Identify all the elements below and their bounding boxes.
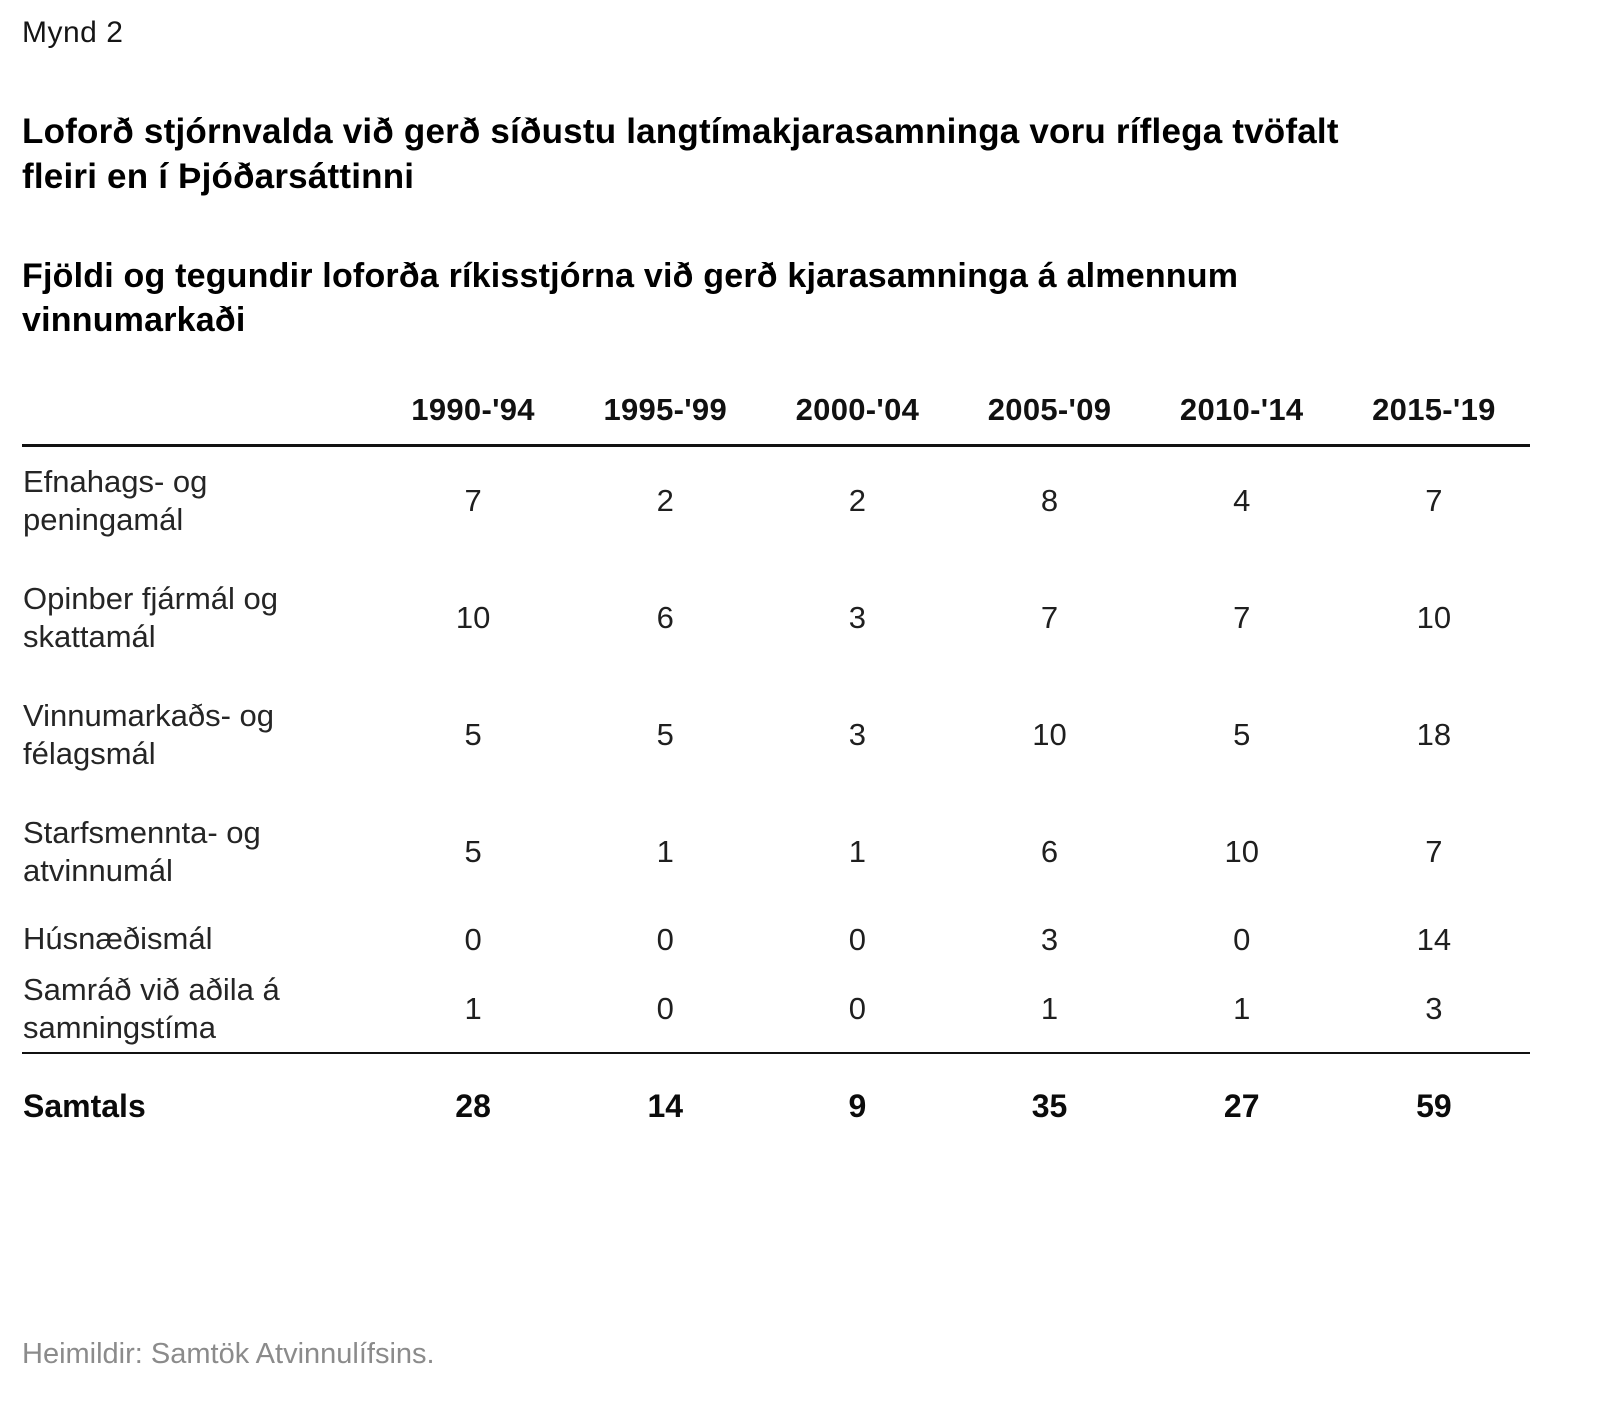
figure-title-line2: fleiri en í Þjóðarsáttinni — [22, 156, 415, 196]
column-header-2015-19: 2015-'19 — [1338, 392, 1530, 446]
cell-value: 7 — [464, 483, 482, 519]
figure-title-line1: Loforð stjórnvalda við gerð síðustu langtímakjarasamninga voru ríflega tvöfalt — [22, 112, 1339, 151]
cell-value: 7 — [1425, 483, 1443, 519]
cell-value: 3 — [1040, 921, 1059, 957]
figure-label: Mynd 2 — [22, 16, 124, 49]
table-total-row — [22, 1053, 1530, 1133]
cell-value: 0 — [1233, 921, 1251, 957]
cell-value: 1 — [656, 834, 674, 870]
row-label: Opinber fjármál og skattamál — [23, 580, 279, 655]
column-header-2010-14: 2010-'14 — [1146, 392, 1338, 446]
cell-value: 0 — [656, 921, 674, 957]
cell-value: 1 — [953, 967, 1145, 1053]
total-value: 27 — [1223, 1087, 1260, 1124]
cell-value: 3 — [848, 600, 867, 636]
figure-title — [22, 110, 1530, 200]
figure-subtitle-line2: vinnumarkaði — [22, 300, 246, 339]
cell-value: 3 — [1338, 967, 1530, 1053]
total-label: Samtals — [23, 1087, 146, 1124]
cell-value: 7 — [1425, 834, 1443, 870]
cell-value: 0 — [464, 921, 482, 957]
cell-value: 18 — [1416, 717, 1452, 753]
row-label: Húsnæðismál — [23, 921, 213, 957]
cell-value: 1 — [1146, 967, 1338, 1053]
cell-value: 5 — [1233, 717, 1251, 753]
total-value: 35 — [1031, 1087, 1068, 1124]
cell-value: 10 — [1416, 600, 1452, 636]
cell-value: 8 — [1040, 483, 1059, 519]
cell-value: 7 — [1233, 600, 1251, 636]
row-label: Samráð við aðila á samningstíma — [22, 967, 377, 1053]
column-header-1995-99: 1995-'99 — [569, 392, 761, 446]
cell-value: 0 — [761, 967, 953, 1053]
row-label: Vinnumarkaðs- og félagsmál — [23, 697, 275, 772]
cell-value: 6 — [1040, 834, 1059, 870]
column-header-2005-09: 2005-'09 — [953, 392, 1145, 446]
table-row-opinber — [22, 564, 1530, 681]
cell-value: 5 — [464, 834, 482, 870]
cell-value: 6 — [656, 600, 674, 636]
table-row-efnahags — [22, 445, 1530, 563]
table-row-samrad — [22, 967, 1530, 1053]
column-header-2000-04: 2000-'04 — [761, 392, 953, 446]
table-row-vinnumarkads — [22, 681, 1530, 798]
table-header-row — [22, 392, 1530, 446]
cell-value: 10 — [455, 600, 491, 636]
row-label: Starfsmennta- og atvinnumál — [23, 814, 261, 889]
cell-value: 2 — [848, 483, 867, 519]
cell-value: 10 — [1032, 717, 1067, 753]
figure-subtitle-line1: Fjöldi og tegundir loforða ríkisstjórna við gerð kjarasamninga á almennum — [22, 256, 1239, 295]
cell-value: 5 — [656, 717, 674, 753]
row-label: Efnahags- og peningamál — [23, 463, 208, 538]
table-corner-cell — [22, 392, 377, 446]
cell-value: 1 — [848, 834, 867, 870]
cell-value: 4 — [1233, 483, 1251, 519]
total-value: 28 — [455, 1087, 491, 1124]
cell-value: 1 — [377, 967, 569, 1053]
column-header-1990-94: 1990-'94 — [377, 392, 569, 446]
cell-value: 14 — [1416, 921, 1452, 957]
cell-value: 0 — [569, 967, 761, 1053]
total-value: 59 — [1416, 1087, 1452, 1124]
cell-value: 2 — [656, 483, 674, 519]
figure-subtitle — [22, 254, 1530, 342]
cell-value: 3 — [848, 717, 867, 753]
promises-table — [22, 392, 1530, 1133]
source-note: Heimildir: Samtök Atvinnulífsins. — [22, 1337, 435, 1370]
cell-value: 5 — [464, 717, 482, 753]
cell-value: 7 — [1040, 600, 1059, 636]
table-row-starfsmennta — [22, 798, 1530, 915]
cell-value: 10 — [1224, 834, 1259, 870]
table-row-husnaedismal — [22, 914, 1530, 966]
cell-value: 0 — [848, 921, 867, 957]
total-value: 14 — [647, 1087, 684, 1124]
total-value: 9 — [848, 1087, 867, 1124]
